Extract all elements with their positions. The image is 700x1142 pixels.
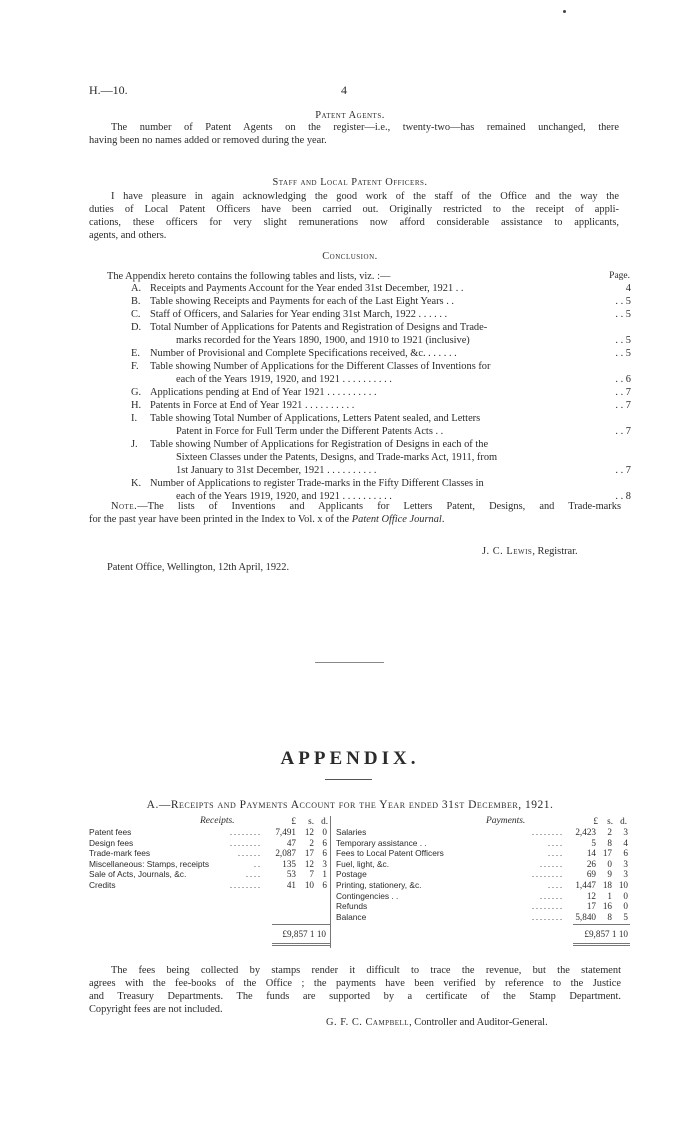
shillings-header: s. [607, 816, 613, 826]
receipt-pence: 0 [322, 827, 327, 837]
payment-pence: 3 [623, 827, 628, 837]
double-rule [573, 943, 630, 944]
payment-label: Printing, stationery, &c. [336, 880, 422, 890]
payment-pence: 3 [623, 869, 628, 880]
payment-shillings: 16 [602, 901, 612, 912]
receipt-leader: . . . . . . . . [230, 881, 260, 890]
contents-letter: A. [131, 283, 142, 294]
receipt-pounds: 2,087 [275, 848, 296, 859]
payment-label: Fees to Local Patent Officers [336, 848, 444, 859]
receipt-pounds: 47 [286, 837, 296, 848]
receipt-shillings: 17 [304, 848, 314, 859]
auditor-title: , Controller and Auditor-General. [409, 1017, 548, 1028]
payment-shillings: 18 [602, 880, 612, 890]
contents-text: Staff of Officers, and Salaries for Year ending 31st March, 1922 . . . . . . [150, 309, 448, 320]
payment-shillings: 1 [607, 890, 612, 901]
receipt-label: Trade-mark fees [89, 848, 151, 859]
payment-leader: . . . . . . [540, 891, 562, 901]
note-text: for the past year have been printed in the Index to Vol. x of the [89, 514, 352, 525]
payment-pounds: 12 [586, 890, 596, 901]
payments-column-header: Payments. [486, 816, 526, 826]
signatory-title: , Registrar. [532, 546, 578, 557]
contents-page: . . 5 [615, 309, 631, 320]
contents-page: . . 8 [615, 491, 631, 502]
contents-text: Patent in Force for Full Term under the Different Patents Acts . . [176, 426, 444, 437]
payment-pence: 4 [623, 837, 628, 848]
contents-page: . . 5 [615, 296, 631, 307]
payment-shillings: 2 [607, 827, 612, 837]
footnote-line: Copyright fees are not included. [89, 1004, 223, 1015]
paragraph-line: I have pleasure in again acknowledging the good work of the staff of the Office and the way the [111, 191, 619, 202]
receipt-label: Credits [89, 880, 116, 890]
receipt-leader: . . [254, 859, 260, 869]
contents-letter: F. [131, 361, 139, 372]
section-title-conclusion: Conclusion. [322, 251, 378, 262]
payment-label: Balance [336, 911, 367, 922]
payment-pounds: 69 [586, 869, 596, 880]
receipt-pence: 6 [322, 848, 327, 859]
receipt-label: Design fees [89, 837, 134, 848]
contents-page: . . 7 [615, 426, 631, 437]
receipt-pounds: 135 [282, 858, 296, 869]
contents-page: . . 5 [615, 348, 631, 359]
note-text: —The lists of Inventions and Applicants for Letters Patent, Designs, and Trade-marks [137, 501, 621, 512]
dateline: Patent Office, Wellington, 12th April, 1922. [107, 562, 290, 573]
contents-letter: J. [131, 439, 138, 450]
receipt-pence: 1 [322, 869, 327, 880]
footnote-line: agrees with the fee-books of the Office ; the payments have been verified by reference to the Justice [89, 978, 621, 989]
payment-pounds: 26 [586, 858, 596, 869]
section-title-patent-agents: Patent Agents. [315, 110, 385, 121]
payment-pounds: 2,423 [575, 827, 596, 837]
payment-leader: . . . . [548, 849, 562, 859]
contents-page: . . 7 [615, 400, 631, 411]
payment-leader: . . . . [548, 838, 562, 848]
contents-text: Applications pending at End of Year 1921 . . . . . . . . . . [150, 387, 377, 398]
payment-shillings: 9 [607, 869, 612, 880]
paragraph-line: The number of Patent Agents on the register—i.e., twenty-two—has remained unchanged, there [111, 122, 619, 133]
account-title: A.—Receipts and Payments Account for the Year ended 31st December, 1921. [146, 799, 554, 811]
contents-text: Table showing Total Number of Applications, Letters Patent sealed, and Letters [150, 413, 481, 424]
double-rule [573, 945, 630, 946]
payment-leader: . . . . . . . . [532, 828, 562, 837]
payment-leader: . . . . . . [540, 859, 562, 869]
footnote-line: The fees being collected by stamps render it difficult to trace the revenue, but the statement [111, 965, 621, 976]
payment-pence: 5 [623, 911, 628, 922]
contents-page: 4 [625, 283, 631, 294]
contents-letter: C. [131, 309, 141, 320]
journal-title: Patent Office Journal [351, 514, 442, 525]
payment-pence: 3 [623, 858, 628, 869]
payment-leader: . . . . . . . . [532, 902, 562, 912]
contents-page: . . 7 [615, 387, 631, 398]
auditor-signature [326, 1016, 548, 1029]
contents-page: . . 6 [615, 374, 631, 385]
payment-pence: 0 [623, 901, 628, 912]
receipts-column-header: Receipts. [200, 816, 235, 826]
receipt-pence: 6 [322, 837, 327, 848]
payment-pounds: 17 [586, 901, 596, 912]
paragraph-line: duties of Local Patent Officers have been carried out. Originally restricted to the receipt of appli- [89, 204, 619, 215]
contents-letter: E. [131, 348, 140, 359]
page-column-header: Page. [609, 271, 630, 281]
receipt-pence: 3 [322, 858, 327, 869]
contents-text: 1st January to 31st December, 1921 . . . . . . . . . . [176, 465, 377, 476]
payment-leader: . . . . . . . . [532, 912, 562, 922]
pounds-header: £ [291, 816, 296, 826]
contents-page: . . 5 [615, 335, 631, 346]
signatory-name: J. C. Lewis [482, 546, 533, 557]
contents-letter: I. [131, 413, 138, 424]
shillings-header: s. [308, 816, 314, 826]
payment-pounds: 1,447 [575, 880, 596, 890]
payment-shillings: 8 [607, 911, 612, 922]
receipt-leader: . . . . [246, 870, 260, 880]
payment-pence: 0 [623, 890, 628, 901]
receipts-total: £9,857 1 10 [282, 929, 326, 939]
payment-label: Refunds [336, 901, 368, 912]
column-divider [330, 816, 331, 948]
receipt-shillings: 10 [304, 880, 314, 890]
receipt-leader: . . . . . . [238, 849, 260, 859]
receipt-pounds: 41 [286, 880, 296, 890]
receipt-pence: 6 [322, 880, 327, 890]
contents-text: Sixteen Classes under the Patents, Designs, and Trade-marks Act, 1911, from [176, 452, 498, 463]
contents-text: Table showing Receipts and Payments for each of the Last Eight Years . . [150, 296, 454, 307]
receipt-shillings: 12 [304, 827, 314, 837]
pence-header: d. [620, 816, 627, 826]
contents-text: Table showing Number of Applications for the Different Classes of Inventions for [150, 361, 491, 372]
receipt-leader: . . . . . . . . [230, 838, 260, 848]
payment-label: Salaries [336, 827, 367, 837]
payment-label: Fuel, light, &c. [336, 858, 390, 869]
section-title-staff: Staff and Local Patent Officers. [272, 177, 428, 188]
payments-total: £9,857 1 10 [584, 929, 628, 939]
pounds-header: £ [593, 816, 598, 826]
account-footnote [89, 964, 621, 1016]
payment-label: Contingencies . . [336, 890, 399, 901]
footnote-line: and Treasury Departments. The funds are supported by a certificate of the Stamp Department. [89, 991, 621, 1002]
page-number: 4 [341, 83, 347, 97]
contents-letter: K. [131, 478, 142, 489]
contents-text: Patents in Force at End of Year 1921 . . . . . . . . . . [150, 400, 355, 411]
receipt-shillings: 7 [309, 869, 314, 880]
contents-page: . . 7 [615, 465, 631, 476]
receipt-pounds: 53 [286, 869, 296, 880]
paragraph-line: agents, and others. [89, 230, 167, 241]
contents-letter: G. [131, 387, 142, 398]
receipt-shillings: 2 [309, 837, 314, 848]
payment-pounds: 14 [586, 848, 596, 859]
double-rule [272, 943, 330, 944]
double-rule [272, 945, 330, 946]
receipt-label: Patent fees [89, 827, 132, 837]
contents-letter: D. [131, 322, 142, 333]
contents-text: marks recorded for the Years 1890, 1900, and 1910 to 1921 (inclusive) [176, 335, 470, 346]
contents-text: Number of Applications to register Trade-marks in the Fifty Different Classes in [150, 478, 484, 489]
contents-text: Total Number of Applications for Patents and Registration of Designs and Trade- [150, 322, 488, 333]
payment-shillings: 8 [607, 837, 612, 848]
payment-pence: 6 [623, 848, 628, 859]
contents-text: Table showing Number of Applications for Registration of Designs in each of the [150, 439, 489, 450]
note-label: Note. [111, 501, 138, 512]
pence-header: d. [321, 816, 328, 826]
payment-leader: . . . . . . . . [532, 870, 562, 880]
contents-letter: H. [131, 400, 142, 411]
payment-pounds: 5 [591, 837, 596, 848]
total-rule [573, 924, 630, 925]
contents-text: Receipts and Payments Account for the Year ended 31st December, 1921 . . [150, 283, 464, 294]
contents-text: each of the Years 1919, 1920, and 1921 . . . . . . . . . . [176, 374, 392, 385]
payment-shillings: 0 [607, 858, 612, 869]
note-text: . [441, 514, 445, 525]
receipt-pounds: 7,491 [275, 827, 296, 837]
conclusion-intro: The Appendix hereto contains the following tables and lists, viz. :— [107, 271, 391, 282]
receipt-shillings: 12 [304, 858, 314, 869]
payment-shillings: 17 [602, 848, 612, 859]
receipt-label: Sale of Acts, Journals, &c. [89, 869, 187, 880]
receipt-label: Miscellaneous: Stamps, receipts [89, 858, 210, 869]
payment-label: Temporary assistance . . [336, 837, 427, 848]
auditor-name: G. F. C. Campbell [326, 1017, 410, 1028]
contents-letter: B. [131, 296, 141, 307]
contents-text: each of the Years 1919, 1920, and 1921 . . . . . . . . . . [176, 491, 392, 502]
appendix-title: APPENDIX. [280, 748, 420, 769]
receipt-leader: . . . . . . . . [230, 828, 260, 837]
payment-pounds: 5,840 [575, 911, 596, 922]
total-rule [272, 924, 330, 925]
payment-pence: 10 [618, 880, 628, 890]
paragraph-line: having been no names added or removed during the year. [89, 135, 327, 146]
payment-label: Postage [336, 869, 367, 880]
payment-leader: . . . . [548, 881, 562, 890]
report-code: H.—10. [89, 83, 128, 97]
paragraph-line: cations, these officers for very slight remunerations now afford considerable assistance to applicants, [89, 217, 619, 228]
contents-text: Number of Provisional and Complete Specifications received, &c. . . . . . . [150, 348, 457, 359]
